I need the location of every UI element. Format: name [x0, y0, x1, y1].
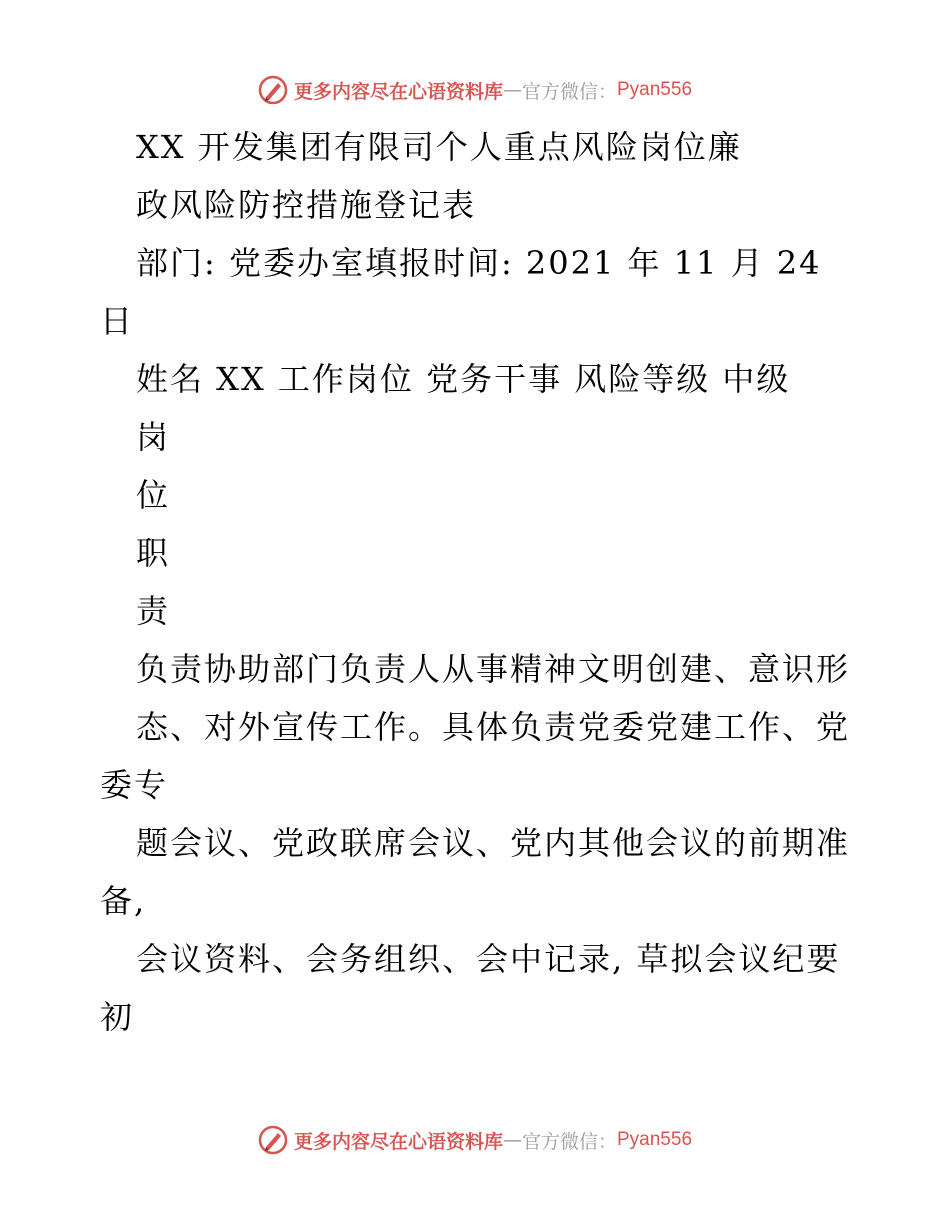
duty-paragraph-line: 委专 — [100, 766, 169, 804]
duty-paragraph-line: 会议资料、会务组织、会中记录, 草拟会议纪要 — [136, 940, 841, 978]
watermark-label: 官方微信： — [521, 80, 617, 103]
watermark-label: 官方微信： — [521, 1130, 617, 1153]
watermark-separator: — — [502, 1129, 522, 1151]
info-line: 姓名 XX 工作岗位 党务干事 风险等级 中级 — [136, 360, 791, 398]
watermark-header — [0, 70, 950, 110]
pen-logo-icon — [258, 1125, 288, 1155]
vertical-label-char: 责 — [136, 592, 171, 630]
watermark-wechat-id: Pyan556 — [617, 79, 693, 100]
duty-paragraph-line: 初 — [100, 998, 135, 1036]
watermark-footer — [0, 1120, 950, 1160]
duty-paragraph-line: 态、对外宣传工作。具体负责党委党建工作、党 — [136, 708, 851, 746]
title-line-2: 政风险防控措施登记表 — [136, 186, 477, 224]
title-line-1: XX 开发集团有限司个人重点风险岗位廉 — [136, 128, 742, 166]
watermark-text: 更多内容尽在心语资料库 — [293, 80, 503, 103]
duty-paragraph-line: 备, — [100, 882, 147, 920]
duty-paragraph-line: 题会议、党政联席会议、党内其他会议的前期准 — [136, 824, 851, 862]
vertical-label-char: 职 — [136, 534, 171, 572]
watermark-text: 更多内容尽在心语资料库 — [293, 1130, 503, 1153]
vertical-label-char: 位 — [136, 476, 171, 514]
department-line-wrap: 日 — [100, 302, 135, 340]
pen-logo-icon — [258, 75, 288, 105]
department-line: 部门: 党委办室填报时间: 2021 年 11 月 24 — [136, 244, 822, 282]
watermark-separator: — — [502, 79, 522, 101]
duty-paragraph-line: 负责协助部门负责人从事精神文明创建、意识形 — [136, 650, 851, 688]
vertical-label-char: 岗 — [136, 418, 171, 456]
watermark-wechat-id: Pyan556 — [617, 1129, 693, 1150]
